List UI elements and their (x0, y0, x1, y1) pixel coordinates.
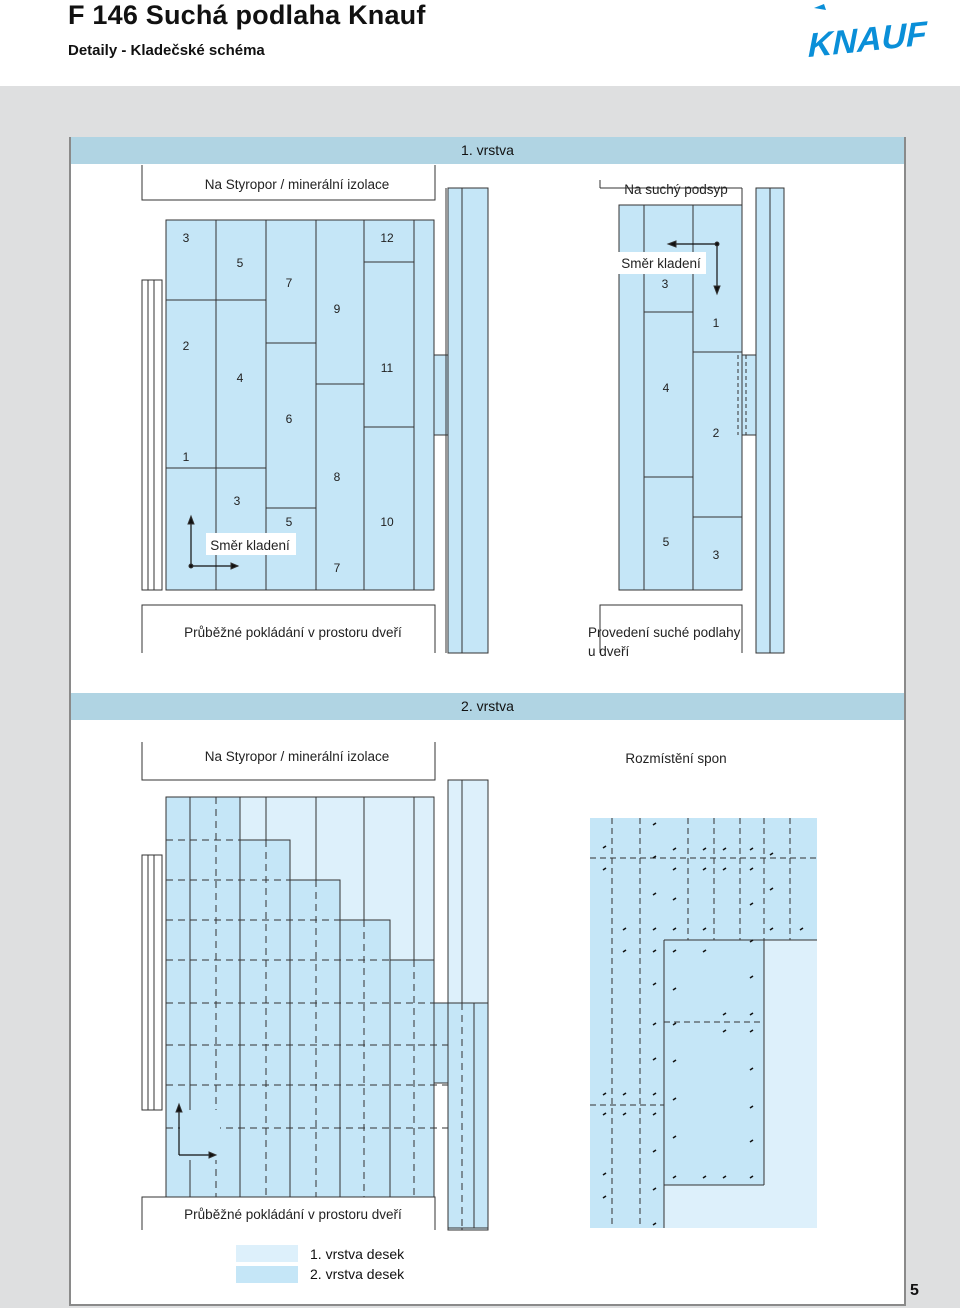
board-num: 1 (712, 316, 720, 330)
legend-label-layer1: 1. vrstva desek (310, 1246, 405, 1262)
logo-text: KNAUF (808, 14, 927, 66)
board-num: 2 (182, 339, 190, 353)
board-num: 11 (380, 361, 394, 375)
board-num: 3 (182, 231, 190, 245)
board-num: 5 (285, 515, 293, 529)
section-title-layer2: 2. vrstva (461, 698, 514, 714)
legend-swatch-layer1 (236, 1245, 298, 1262)
layer1-left-diagram (142, 165, 488, 653)
l1-left-heading: Na Styropor / minerální izolace (204, 177, 390, 192)
board-num: 3 (661, 277, 669, 291)
board-num: 3 (233, 494, 241, 508)
l1-right-heading: Na suchý podsyp (624, 182, 728, 197)
board-num: 4 (662, 381, 670, 395)
board-num: 7 (285, 276, 293, 290)
layer2-left-diagram (142, 742, 488, 1230)
board-num: 6 (285, 412, 293, 426)
l2-left-caption: Průběžné pokládání v prostoru dveří (184, 1207, 402, 1222)
l1-right-direction: Směr kladení (621, 256, 701, 271)
layer1-right-diagram (600, 180, 784, 653)
board-num: 5 (662, 535, 670, 549)
legend-label-layer2: 2. vrstva desek (310, 1266, 405, 1282)
page-title: F 146 Suchá podlaha Knauf (68, 0, 426, 30)
legend-swatch-layer2 (236, 1266, 298, 1283)
page-number: 5 (910, 1282, 919, 1299)
board-num: 7 (333, 561, 341, 575)
l1-right-caption-2: u dveří (588, 644, 630, 659)
board-num: 10 (380, 515, 394, 529)
board-num: 8 (333, 470, 341, 484)
page-subtitle: Detaily - Kladečské schéma (68, 42, 265, 59)
l1-right-caption-1: Provedení suché podlahy (588, 625, 741, 640)
board-num: 9 (333, 302, 341, 316)
board-num: 3 (712, 548, 720, 562)
board-num: 12 (380, 231, 394, 245)
l2-left-heading: Na Styropor / minerální izolace (204, 749, 390, 764)
layer2-right-diagram (590, 818, 817, 1228)
board-num: 1 (182, 450, 190, 464)
board-num: 2 (712, 426, 720, 440)
board-num: 5 (236, 256, 244, 270)
l1-left-direction: Směr kladení (210, 538, 290, 553)
l2-right-heading: Rozmístění spon (625, 751, 727, 766)
section-title-layer1: 1. vrstva (461, 142, 514, 158)
board-num: 4 (236, 371, 244, 385)
l1-left-caption: Průběžné pokládání v prostoru dveří (184, 625, 402, 640)
